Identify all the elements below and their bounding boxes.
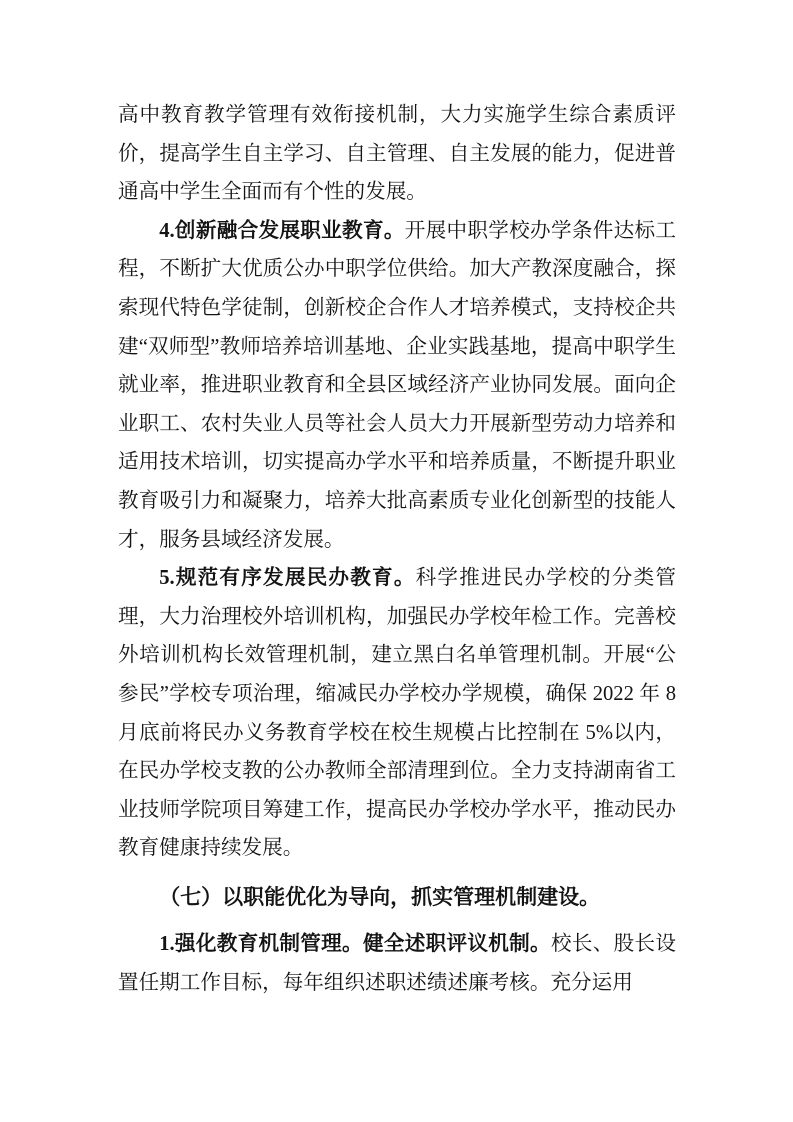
- text-run-bold: 5.规范有序发展民办教育。: [159, 567, 416, 590]
- text-run: 科学推进民办学校的分类管理，大力治理校外培训机构，加强民办学校年检工作。完善校外培训机构长效管理机制，建立黑白名单管理机制。开展“公参民”学校专项治理，缩减民办学校办学规模，确保 2022 年 8 月底前将民办义务教育学校在校生规模占比控制在 5%以内，在民办学校支教的公办教师全部清理到位。全力支持湖南省工业技师学院项目筹建工作，提高民办学校办学水平，推动民办教育健康持续发展。: [118, 567, 676, 860]
- text-run: 校长、股长设置任期工作目标，每年组织述职述绩述廉考核。充分运用: [118, 933, 676, 995]
- paragraph: [118, 925, 676, 1002]
- text-run-bold: （七）以职能优化为导向，抓实管理机制建设。: [159, 884, 601, 909]
- section-heading: [118, 878, 676, 917]
- paragraph: [118, 212, 676, 559]
- paragraph: [118, 96, 676, 212]
- document-body: [118, 96, 676, 1003]
- text-run: 高中教育教学管理有效衔接机制，大力实施学生综合素质评价，提高学生自主学习、自主管理、自主发展的能力，促进普通高中学生全面而有个性的发展。: [118, 104, 676, 204]
- text-run-bold: 4.创新融合发展职业教育。: [159, 219, 405, 242]
- text-run: 开展中职学校办学条件达标工程，不断扩大优质公办中职学位供给。加大产教深度融合，探索现代特色学徒制，创新校企合作人才培养模式，支持校企共建“双师型”教师培养培训基地、企业实践基地，提高中职学生就业率，推进职业教育和全县区域经济产业协同发展。面向企业职工、农村失业人员等社会人员大力开展新型劳动力培养和适用技术培训，切实提高办学水平和培养质量，不断提升职业教育吸引力和凝聚力，培养大批高素质专业化创新型的技能人才，服务县域经济发展。: [118, 219, 676, 551]
- text-run-bold: 1.强化教育机制管理。健全述职评议机制。: [159, 933, 551, 956]
- paragraph: [118, 559, 676, 868]
